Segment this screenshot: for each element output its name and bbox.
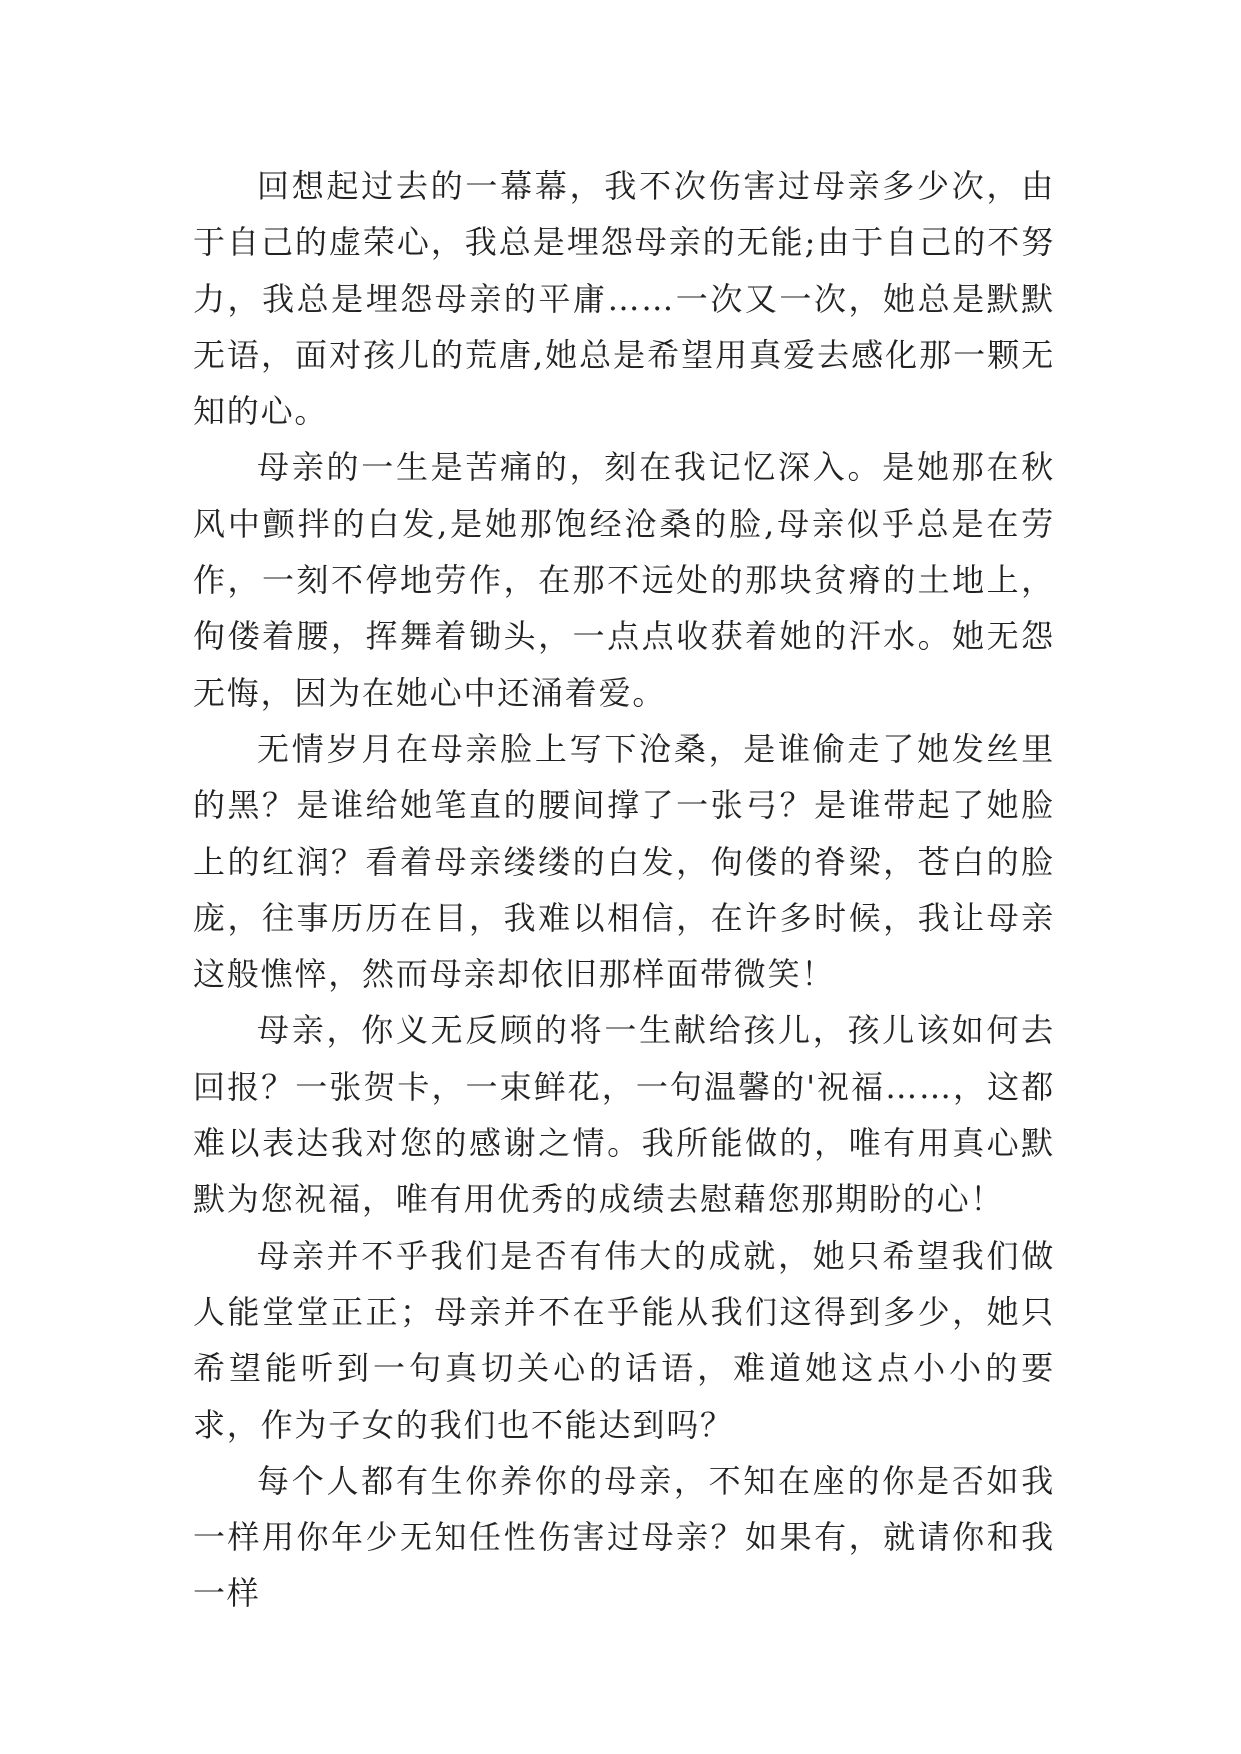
paragraph-6: 每个人都有生你养你的母亲，不知在座的你是否如我一样用你年少无知任性伤害过母亲？如果有，就请你和我一样 [193, 1461, 1055, 1613]
paragraph-4: 母亲，你义无反顾的将一生献给孩儿，孩儿该如何去回报？一张贺卡，一束鲜花，一句温馨的'祝福……，这都难以表达我对您的感谢之情。我所能做的，唯有用真心默默为您祝福，唯有用优秀的成绩去慰藉您那期盼的心！ [193, 1011, 1055, 1219]
document-body [193, 158, 1055, 1622]
paragraph-1: 回想起过去的一幕幕，我不次伤害过母亲多少次，由于自己的虚荣心，我总是埋怨母亲的无能;由于自己的不努力，我总是埋怨母亲的平庸……一次又一次，她总是默默无语，面对孩儿的荒唐,她总是希望用真爱去感化那一颗无知的心。 [193, 167, 1055, 431]
paragraph-5: 母亲并不乎我们是否有伟大的成就，她只希望我们做人能堂堂正正；母亲并不在乎能从我们这得到多少，她只希望能听到一句真切关心的话语，难道她这点小小的要求，作为子女的我们也不能达到吗？ [193, 1236, 1055, 1444]
paragraph-2: 母亲的一生是苦痛的，刻在我记忆深入。是她那在秋风中颤拌的白发,是她那饱经沧桑的脸,母亲似乎总是在劳作，一刻不停地劳作，在那不远处的那块贫瘠的土地上，佝偻着腰，挥舞着锄头，一点点收获着她的汗水。她无怨无悔，因为在她心中还涌着爱。 [193, 448, 1055, 712]
paragraph-3: 无情岁月在母亲脸上写下沧桑，是谁偷走了她发丝里的黑？是谁给她笔直的腰间撑了一张弓？是谁带起了她脸上的红润？看着母亲缕缕的白发，佝偻的脊梁，苍白的脸庞，往事历历在目，我难以相信，在许多时候，我让母亲这般憔悴，然而母亲却依旧那样面带微笑！ [193, 729, 1055, 994]
